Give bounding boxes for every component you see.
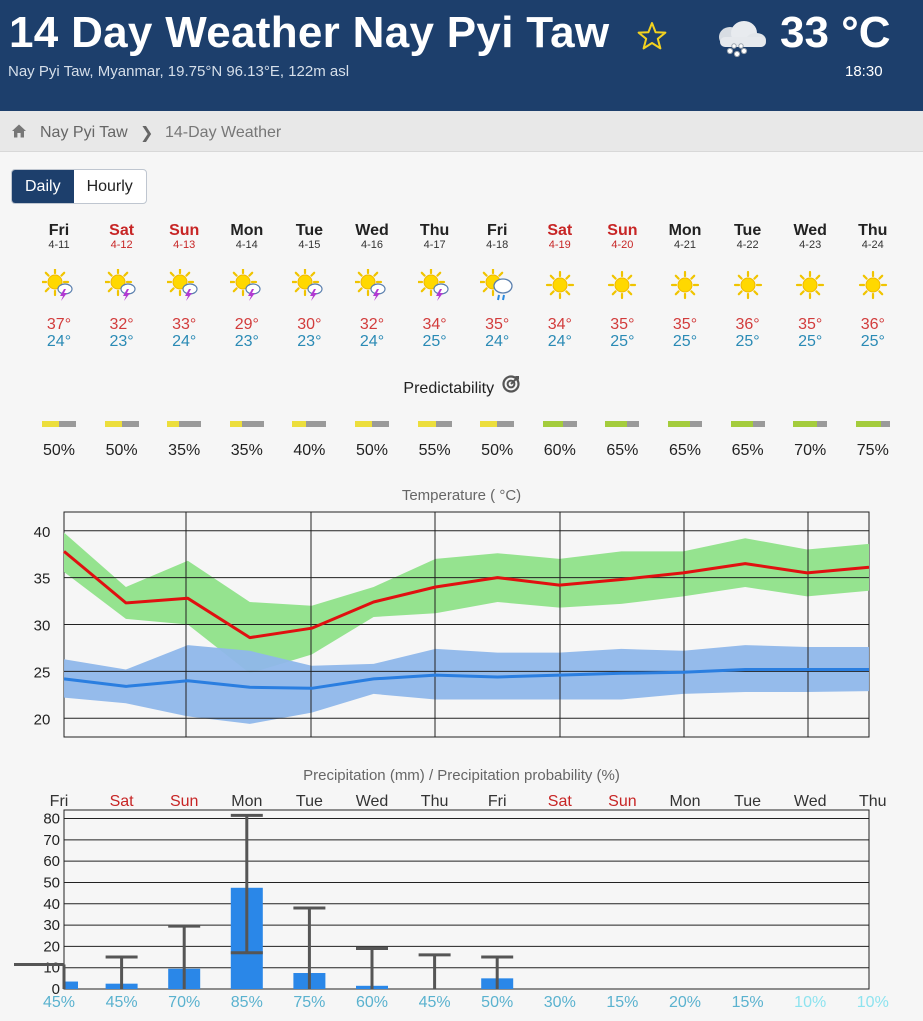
precipitation-probability: 75% (293, 994, 326, 1011)
precipitation-probability: 70% (168, 994, 201, 1011)
sun-icon (655, 269, 715, 301)
x-category-label: Thu (859, 793, 887, 810)
temperature-chart-title: Temperature ( °C) (401, 487, 522, 504)
sun-thunderstorm-icon (217, 269, 277, 301)
min-temperature: 25° (422, 333, 447, 350)
predictability-item (780, 421, 840, 460)
predictability-value: 55% (418, 442, 451, 459)
predictability-bar (418, 421, 452, 427)
day-column[interactable] (217, 222, 277, 351)
max-temperature: 30° (297, 316, 322, 333)
predictability-bar (543, 421, 577, 427)
y-tick-label: 35 (33, 570, 51, 588)
temperature-chart (0, 508, 923, 748)
predictability-value: 50% (42, 442, 76, 459)
predictability-value: 65% (606, 442, 639, 459)
y-tick-label: 0 (51, 981, 60, 998)
predictability-item (279, 421, 339, 460)
sun-icon (718, 269, 778, 301)
min-temperature: 25° (735, 333, 760, 350)
home-icon[interactable] (11, 123, 27, 139)
precipitation-probability: 45% (42, 994, 76, 1011)
day-column[interactable] (342, 222, 402, 351)
predictability-item (405, 421, 465, 460)
day-column[interactable] (843, 222, 903, 351)
predictability-item (843, 421, 903, 460)
precipitation-probability: 20% (668, 994, 702, 1011)
y-tick-label: 30 (43, 917, 60, 935)
x-category-label: Mon (231, 793, 263, 810)
breadcrumb (0, 111, 923, 152)
precipitation-probability: 10% (794, 994, 827, 1011)
day-date: 4-20 (611, 239, 634, 251)
star-outline-icon[interactable] (636, 20, 668, 52)
target-icon[interactable] (502, 375, 520, 393)
y-tick-label: 20 (33, 711, 51, 729)
precipitation-probability: 15% (731, 994, 764, 1011)
predictability-bar (731, 421, 765, 427)
x-category-label: Fri (49, 793, 69, 810)
min-temperature: 24° (46, 333, 72, 350)
day-name: Wed (793, 222, 827, 239)
predictability-item (592, 421, 652, 460)
precipitation-probability: 45% (418, 994, 451, 1011)
predictability-item (718, 421, 778, 460)
predictability-item (92, 421, 152, 460)
y-tick-label: 70 (43, 831, 60, 849)
predictability-value: 70% (794, 442, 827, 459)
precipitation-probability: 60% (355, 994, 389, 1011)
predictability-value: 50% (481, 442, 514, 459)
y-tick-label: 50 (43, 874, 60, 892)
predictability-bar (856, 421, 890, 427)
day-date: 4-12 (110, 239, 133, 251)
day-date: 4-13 (173, 239, 196, 251)
predictability-item (29, 421, 89, 460)
day-date: 4-24 (861, 239, 884, 251)
max-temperature: 36° (860, 316, 885, 333)
day-name: Thu (858, 222, 888, 239)
day-name: Sat (109, 222, 135, 239)
day-date: 4-19 (548, 239, 571, 251)
predictability-item (467, 421, 527, 460)
day-name: Sun (607, 222, 638, 239)
x-category-label: Sun (169, 793, 199, 810)
predictability-bar (605, 421, 639, 427)
day-column[interactable] (92, 222, 152, 351)
max-temperature: 33° (172, 316, 197, 333)
day-name: Fri (48, 222, 70, 239)
day-date: 4-23 (799, 239, 822, 251)
y-tick-label: 60 (43, 853, 60, 871)
min-temperature: 25° (610, 333, 635, 350)
predictability-value: 35% (230, 442, 263, 459)
view-toggle (11, 169, 147, 204)
x-category-label: Sun (608, 793, 637, 810)
max-temperature: 32° (359, 316, 385, 333)
predictability-bar (42, 421, 76, 427)
min-temperature: 24° (485, 333, 510, 350)
day-column[interactable] (655, 222, 715, 351)
predictability-item (342, 421, 402, 460)
precipitation-probability: 30% (543, 994, 576, 1011)
day-name: Tue (295, 222, 324, 239)
min-temperature: 23° (109, 333, 134, 350)
x-category-label: Sat (547, 793, 572, 810)
sun-cloud-rain-icon (467, 269, 527, 301)
day-name: Mon (230, 222, 264, 239)
y-tick-label: 10 (43, 959, 60, 977)
location-subtitle: Nay Pyi Taw, Myanmar, 19.75°N 96.13°E, 122m asl (8, 63, 350, 80)
predictability-value: 65% (668, 442, 702, 459)
x-category-label: Tue (734, 793, 762, 810)
sun-thunderstorm-icon (405, 269, 465, 301)
precipitation-chart (0, 790, 923, 1018)
min-temperature: 25° (860, 333, 885, 350)
day-date: 4-17 (423, 239, 446, 251)
min-temperature: 23° (234, 333, 259, 350)
breadcrumb-separator: ❯ (140, 125, 154, 142)
day-name: Thu (419, 222, 450, 239)
predictability-bar (668, 421, 702, 427)
y-tick-label: 80 (43, 810, 60, 828)
precipitation-chart-title: Precipitation (mm) / Precipitation probability (%) (303, 767, 620, 784)
day-column[interactable] (530, 222, 590, 351)
tab-hourly[interactable]: Hourly (86, 178, 133, 195)
max-temperature: 35° (672, 316, 698, 333)
day-name: Sat (547, 222, 573, 239)
breadcrumb-current: 14-Day Weather (165, 124, 282, 141)
day-name: Sun (169, 222, 200, 239)
predictability-value: 35% (168, 442, 201, 459)
predictability-item (154, 421, 214, 460)
cloud-snow-icon (708, 20, 770, 58)
day-name: Wed (355, 222, 389, 239)
day-date: 4-16 (360, 239, 384, 251)
max-temperature: 35° (485, 316, 510, 333)
predictability-item (655, 421, 715, 460)
x-category-label: Mon (669, 793, 701, 810)
day-column[interactable] (780, 222, 840, 351)
sun-thunderstorm-icon (29, 269, 89, 301)
min-temperature: 24° (172, 333, 197, 350)
max-temperature: 36° (735, 316, 760, 333)
current-time: 18:30 (845, 63, 883, 80)
day-column[interactable] (592, 222, 652, 351)
day-column[interactable] (718, 222, 778, 351)
sun-thunderstorm-icon (279, 269, 339, 301)
predictability-title: Predictability (403, 380, 495, 397)
predictability-item (217, 421, 277, 460)
precipitation-probability: 10% (856, 994, 889, 1011)
day-column[interactable] (405, 222, 465, 351)
predictability-value: 50% (355, 442, 389, 459)
sun-thunderstorm-icon (154, 269, 214, 301)
x-category-label: Wed (355, 793, 389, 810)
x-category-label: Thu (420, 793, 449, 810)
day-date: 4-11 (48, 239, 70, 251)
day-date: 4-18 (486, 239, 509, 251)
min-temperature: 24° (547, 333, 572, 350)
x-category-label: Tue (295, 793, 323, 810)
day-date: 4-21 (673, 239, 697, 251)
x-category-label: Wed (793, 793, 827, 810)
predictability-bar (793, 421, 827, 427)
page-header (0, 0, 923, 111)
predictability-value: 40% (293, 442, 326, 459)
predictability-bar (167, 421, 201, 427)
precipitation-probability: 45% (105, 994, 138, 1011)
min-temperature: 25° (672, 333, 698, 350)
precipitation-probability: 50% (481, 994, 514, 1011)
precipitation-bar (64, 982, 78, 989)
min-temperature: 25° (798, 333, 823, 350)
predictability-bar (105, 421, 139, 427)
x-category-label: Fri (487, 793, 507, 810)
sun-thunderstorm-icon (92, 269, 152, 301)
max-temperature: 34° (422, 316, 447, 333)
max-temperature: 29° (234, 316, 259, 333)
max-temperature: 35° (798, 316, 823, 333)
sun-thunderstorm-icon (342, 269, 402, 301)
predictability-heading (0, 380, 923, 398)
sun-icon (530, 269, 590, 301)
max-temperature: 34° (547, 316, 572, 333)
predictability-item (530, 421, 590, 460)
day-name: Fri (486, 222, 508, 239)
day-date: 4-22 (736, 239, 759, 251)
predictability-bar (292, 421, 326, 427)
precipitation-probability: 15% (606, 994, 639, 1011)
y-tick-label: 40 (43, 895, 60, 913)
predictability-value: 75% (856, 442, 889, 459)
sun-icon (843, 269, 903, 301)
sun-icon (592, 269, 652, 301)
predictability-bar (355, 421, 389, 427)
predictability-value: 50% (105, 442, 138, 459)
max-temperature: 37° (46, 316, 72, 333)
day-date: 4-14 (235, 239, 258, 251)
day-column[interactable] (29, 222, 89, 351)
x-category-label: Sat (109, 793, 134, 810)
y-tick-label: 40 (33, 523, 51, 541)
day-column[interactable] (279, 222, 339, 351)
day-column[interactable] (154, 222, 214, 351)
day-date: 4-15 (298, 239, 321, 251)
day-name: Tue (733, 222, 762, 239)
current-temperature: 33 °C (780, 8, 891, 57)
y-tick-label: 25 (33, 664, 51, 682)
predictability-bar (480, 421, 514, 427)
min-temperature: 24° (359, 333, 385, 350)
predictability-value: 65% (731, 442, 764, 459)
day-column[interactable] (467, 222, 527, 351)
predictability-value: 60% (543, 442, 576, 459)
breadcrumb-link-location[interactable]: Nay Pyi Taw (40, 124, 128, 141)
page-title: 14 Day Weather Nay Pyi Taw (9, 8, 610, 57)
y-tick-label: 30 (33, 617, 51, 635)
predictability-bar (230, 421, 264, 427)
tab-daily[interactable]: Daily (12, 170, 74, 203)
min-temperature: 23° (297, 333, 322, 350)
sun-icon (780, 269, 840, 301)
y-tick-label: 20 (43, 938, 60, 956)
max-temperature: 32° (109, 316, 134, 333)
max-temperature: 35° (610, 316, 635, 333)
precipitation-probability: 85% (230, 994, 263, 1011)
day-name: Mon (668, 222, 702, 239)
